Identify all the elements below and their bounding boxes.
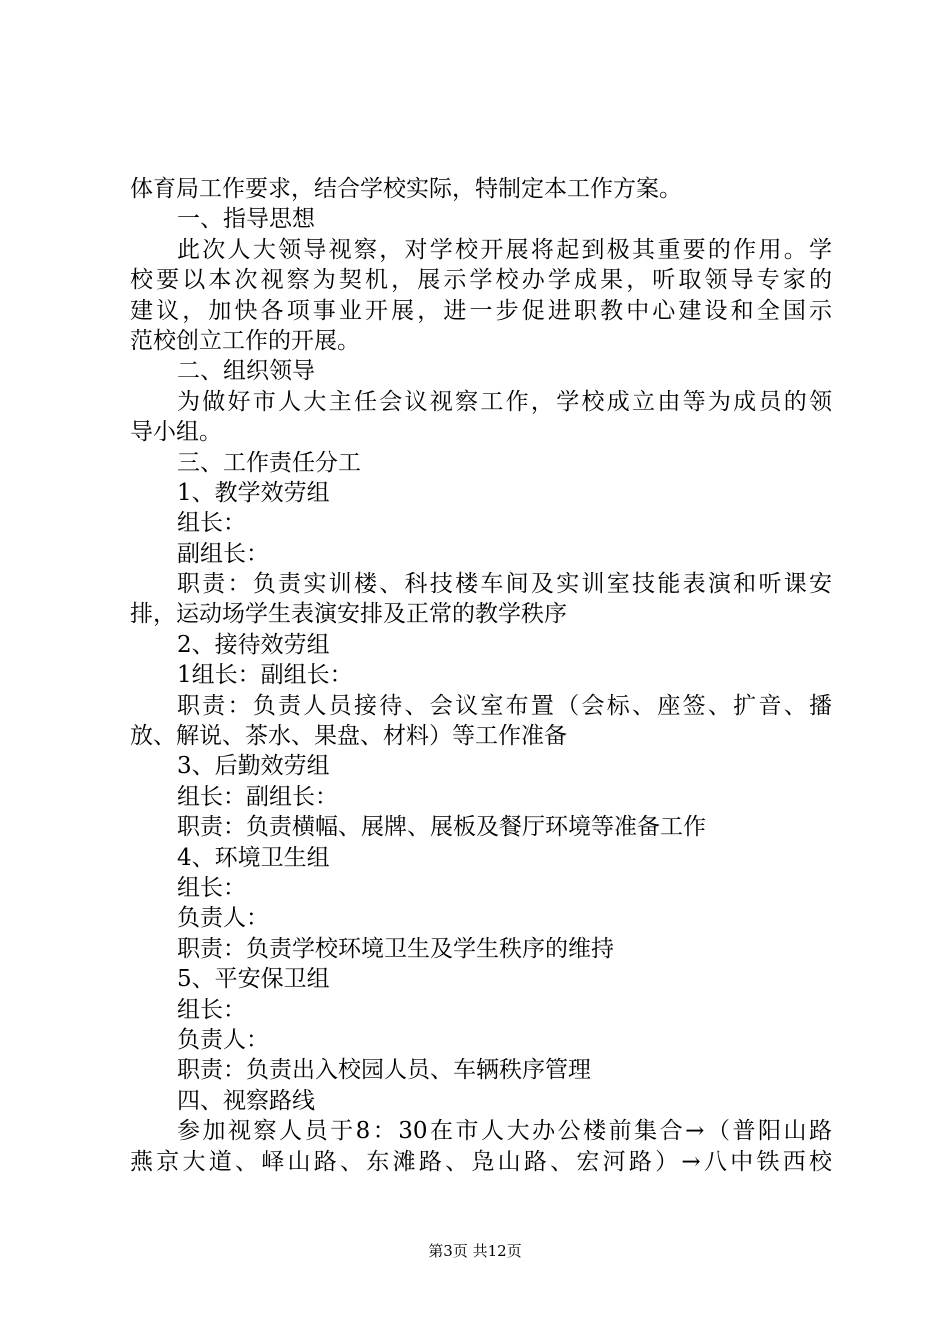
text-line: 负责人： <box>177 905 269 932</box>
text-line: 副组长： <box>177 540 269 567</box>
text-line: 3、后勤效劳组 <box>177 753 330 780</box>
text-line: 四、视察路线 <box>177 1087 315 1114</box>
text-line: 组长：副组长： <box>177 783 338 810</box>
document-body <box>130 174 832 1177</box>
text-line: 1组长：副组长： <box>177 662 353 689</box>
text-line: 二、组织领导 <box>177 358 315 385</box>
text-line: 燕京大道、峄山路、东滩路、凫山路、宏河路）→八中铁西校 <box>130 1148 832 1175</box>
text-line: 导小组。 <box>130 419 222 446</box>
text-line: 放、解说、茶水、果盘、材料）等工作准备 <box>130 723 567 750</box>
text-line: 职责：负责实训楼、科技楼车间及实训室技能表演和听课安 <box>177 571 832 598</box>
text-line: 建议，加快各项事业开展，进一步促进职教中心建设和全国示 <box>130 297 832 324</box>
text-line: 职责：负责横幅、展牌、展板及餐厅环境等准备工作 <box>177 814 706 841</box>
text-line: 体育局工作要求，结合学校实际，特制定本工作方案。 <box>130 176 682 202</box>
text-line: 三、工作责任分工 <box>177 449 361 476</box>
text-line: 5、平安保卫组 <box>177 966 330 993</box>
text-line: 组长： <box>177 510 246 537</box>
page-footer: 第3页 共12页 <box>428 1242 522 1260</box>
text-line: 参加视察人员于8：30在市人大办公楼前集合→（普阳山路 <box>177 1118 832 1145</box>
text-line: 一、指导思想 <box>177 206 315 233</box>
text-line: 排，运动场学生表演安排及正常的教学秩序 <box>130 601 567 628</box>
text-line: 组长： <box>177 874 246 901</box>
text-line: 为做好市人大主任会议视察工作，学校成立由等为成员的领 <box>177 388 832 415</box>
text-line: 职责：负责人员接待、会议室布置（会标、座签、扩音、播 <box>177 692 832 719</box>
text-line: 组长： <box>177 996 246 1023</box>
text-line: 校要以本次视察为契机，展示学校办学成果，听取领导专家的 <box>130 267 832 294</box>
text-line: 职责：负责学校环境卫生及学生秩序的维持 <box>177 935 614 962</box>
text-line: 此次人大领导视察，对学校开展将起到极其重要的作用。学 <box>177 236 832 263</box>
text-line: 1、教学效劳组 <box>177 479 330 506</box>
text-line: 2、接待效劳组 <box>177 631 330 658</box>
text-line: 4、环境卫生组 <box>177 844 330 871</box>
text-line: 负责人： <box>177 1026 269 1053</box>
text-line: 范校创立工作的开展。 <box>130 327 360 354</box>
text-line: 职责：负责出入校园人员、车辆秩序管理 <box>177 1057 591 1084</box>
